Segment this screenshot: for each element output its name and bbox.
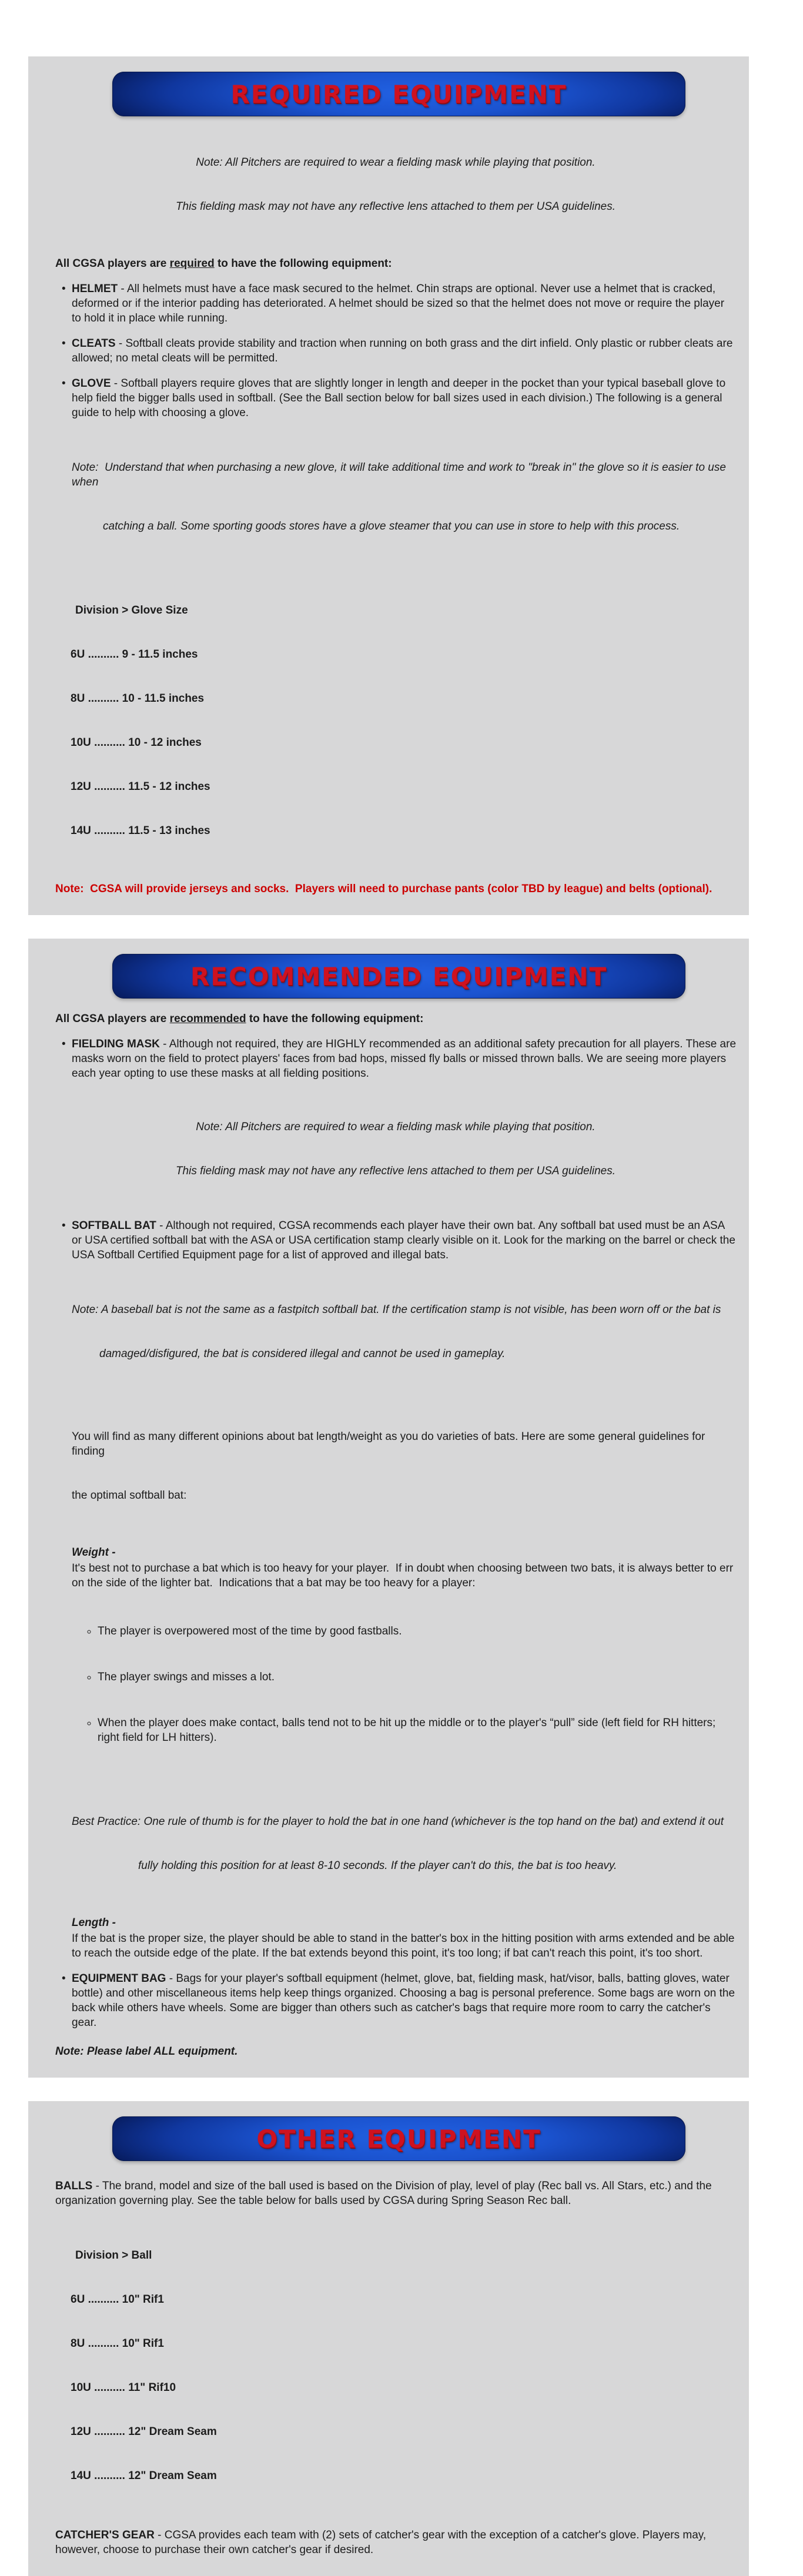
ball-row-6u: 6U .......... 10" Rif1 xyxy=(71,2293,164,2306)
recommended-intro xyxy=(55,1011,736,1026)
recommended-equipment-banner xyxy=(112,954,685,999)
required-equipment-title: REQUIRED EQUIPMENT xyxy=(230,79,567,109)
equipment-bag-term: EQUIPMENT BAG xyxy=(72,1972,166,1985)
weight-indicator-3: ◦ When the player does make contact, balls tend not to be hit up the middle or to the player's “pull” side (left field for RH hitters; right field for LH hitters). xyxy=(98,1716,736,1745)
other-equipment-banner xyxy=(112,2116,685,2161)
cleats-bullet xyxy=(72,336,736,366)
glove-size-table xyxy=(71,574,736,867)
helmet-term: HELMET xyxy=(72,283,118,295)
bat-note-line2: damaged/disfigured, the bat is considered illegal and cannot be used in gameplay. xyxy=(99,1348,506,1360)
helmet-text: - All helmets must have a face mask secured to the helmet. Chin straps are optional. Never use a helmet that is cracked, deformed or if the interior padding has deteriorated. A helmet should be sized so that the helmet does not move or require the player to hold it in place while running. xyxy=(72,283,728,324)
balls-paragraph xyxy=(55,2179,736,2208)
ball-row-12u: 12U .......... 12" Dream Seam xyxy=(71,2426,217,2438)
required-equipment-section xyxy=(28,56,749,915)
glove-size-row-12u: 12U .......... 11.5 - 12 inches xyxy=(71,780,210,793)
length-heading: Length - xyxy=(72,1917,116,1929)
catchers-gear-paragraph xyxy=(55,2528,736,2557)
bat-certification-note xyxy=(72,1273,736,1391)
glove-size-row-10u: 10U .......... 10 - 12 inches xyxy=(71,736,202,749)
pitcher-mask-note xyxy=(55,126,736,243)
pitcher-mask-note-2 xyxy=(55,1090,736,1208)
helmet-bullet xyxy=(72,282,736,326)
weight-paragraph: It's best not to purchase a bat which is too heavy for your player. If in doubt when choosing between two bats, it is always better to err on the side of the lighter bat. Indications that a bat may be too heavy for a player: xyxy=(72,1562,737,1589)
other-equipment-section xyxy=(28,2101,749,2576)
bat-opinions-line2: the optimal softball bat: xyxy=(72,1489,187,1502)
equipment-bag-text: - Bags for your player's softball equipment (helmet, glove, bat, fielding mask, hat/visor, balls, batting gloves, water bottle) and other miscellaneous items help keep things organized. Choosing a bag is personal preference. Some bags are worn on the back while others have wheels. Some are bigger than others such as catcher's bags that require more room to carry the catcher's gear. xyxy=(72,1972,738,2029)
softball-bat-text: - Although not required, CGSA recommends each player have their own bat. Any softball bat used must be an ASA or USA certified softball bat with the ASA or USA certification stamp clearly visible on it. Look for the marking on the barrel or check the USA Softball Certified Equipment page for a list of approved and illegal bats. xyxy=(72,1220,739,1261)
equipment-bag-bullet xyxy=(72,1971,736,2030)
ball-row-14u: 14U .......... 12" Dream Seam xyxy=(71,2470,217,2482)
balls-term: BALLS xyxy=(55,2180,93,2192)
pitcher-mask-note-line2: This fielding mask may not have any reflective lens attached to them per USA guidelines. xyxy=(175,200,616,213)
glove-note-line1: Note: Understand that when purchasing a new glove, it will take additional time and work to "break in" the glove so it is easier to use when xyxy=(72,461,730,488)
glove-note-line2: catching a ball. Some sporting goods stores have a glove steamer that you can use in store to help with this process. xyxy=(103,520,680,532)
fielding-mask-term: FIELDING MASK xyxy=(72,1038,160,1050)
catchers-gear-term: CATCHER'S GEAR xyxy=(55,2529,155,2541)
glove-size-row-14u: 14U .......... 11.5 - 13 inches xyxy=(71,825,210,837)
glove-size-row-6u: 6U .......... 9 - 11.5 inches xyxy=(71,648,198,661)
cleats-text: - Softball cleats provide stability and traction when running on both grass and the dirt infield. Only plastic or rubber cleats are allowed; no metal cleats will be permitted. xyxy=(72,337,736,364)
ball-table xyxy=(71,2219,736,2513)
cleats-term: CLEATS xyxy=(72,337,116,350)
weight-indicator-1: ◦ The player is overpowered most of the time by good fastballs. xyxy=(98,1624,736,1639)
glove-text: - Softball players require gloves that are slightly longer in length and deeper in the pocket than your typical baseball glove to help field the bigger balls used in softball. (See the Ball section below for ball sizes used in each division.) The following is a general guide to help with choosing a glove. xyxy=(72,377,729,419)
pitcher-mask-note-line1: Note: All Pitchers are required to wear a fielding mask while playing that position. xyxy=(196,156,595,169)
glove-term: GLOVE xyxy=(72,377,111,390)
softball-bat-term: SOFTBALL BAT xyxy=(72,1220,156,1232)
uniform-provision-note: Note: CGSA will provide jerseys and socks. Players will need to purchase pants (color TBD by league) and belts (optional). xyxy=(55,883,712,895)
glove-bullet xyxy=(72,376,736,420)
weight-indicators-list xyxy=(72,1593,736,1774)
intro-text: All CGSA players are xyxy=(55,257,170,270)
balls-text: - The brand, model and size of the ball used is based on the Division of play, level of play (Rec ball vs. All Stars, etc.) and the organization governing play. See the table below for balls used by CGSA during Spring Season Rec ball. xyxy=(55,2180,715,2207)
required-intro xyxy=(55,256,736,271)
ball-row-8u: 8U .......... 10" Rif1 xyxy=(71,2337,164,2350)
intro-text: All CGSA players are xyxy=(55,1013,170,1025)
pitcher-mask-note-line2: This fielding mask may not have any reflective lens attached to them per USA guidelines. xyxy=(175,1165,616,1177)
fielding-mask-text: - Although not required, they are HIGHLY recommended as an additional safety precaution for all players. These are masks worn on the field to protect players' faces from bad hops, missed fly balls or missed thrown balls. We are seeing more players each year opting to use these masks at all fielding positions. xyxy=(72,1038,740,1080)
best-practice-note xyxy=(72,1785,736,1902)
bat-opinions-paragraph xyxy=(72,1400,736,1532)
fielding-mask-bullet xyxy=(72,1037,740,1081)
pitcher-mask-note-line1: Note: All Pitchers are required to wear a fielding mask while playing that position. xyxy=(196,1121,595,1133)
intro-underlined-word: recommended xyxy=(169,1013,246,1025)
weight-indicator-2: ◦ The player swings and misses a lot. xyxy=(98,1670,736,1684)
length-paragraph: If the bat is the proper size, the player should be able to stand in the batter's box in the hitting position with arms extended and be able to reach the outside edge of the plate. If the bat extends beyond this point, it's too long; if bat can't reach this point, it's too short. xyxy=(72,1932,738,1959)
recommended-equipment-section xyxy=(28,939,749,2078)
intro-underlined-word: required xyxy=(169,257,215,270)
glove-size-header: Division > Glove Size xyxy=(75,604,188,617)
softball-bat-bullet xyxy=(72,1218,739,1262)
glove-break-in-note xyxy=(72,431,736,563)
intro-text-post: to have the following equipment: xyxy=(246,1013,424,1025)
best-practice-line1: Best Practice: One rule of thumb is for the player to hold the bat in one hand (whichever is the top hand on the bat) and extend it out xyxy=(72,1815,724,1828)
recommended-equipment-title: RECOMMENDED EQUIPMENT xyxy=(190,962,608,991)
required-equipment-banner xyxy=(112,72,685,116)
weight-heading: Weight - xyxy=(72,1546,116,1559)
intro-text-post: to have the following equipment: xyxy=(214,257,392,270)
catchers-gear-text: - CGSA provides each team with (2) sets of catcher's gear with the exception of a catcher's glove. Players may, however, choose to purchase their own catcher's gear if desired. xyxy=(55,2529,710,2556)
other-equipment-title: OTHER EQUIPMENT xyxy=(256,2124,541,2153)
bat-opinions-line1: You will find as many different opinions about bat length/weight as you do varieties of bats. Here are some general guidelines for finding xyxy=(72,1431,708,1458)
ball-row-10u: 10U .......... 11" Rif10 xyxy=(71,2381,176,2394)
glove-size-row-8u: 8U .......... 10 - 11.5 inches xyxy=(71,692,205,705)
label-equipment-note: Note: Please label ALL equipment. xyxy=(55,2045,238,2058)
ball-table-header: Division > Ball xyxy=(75,2249,152,2262)
bat-note-line1: Note: A baseball bat is not the same as a fastpitch softball bat. If the certification stamp is not visible, has been worn off or the bat is xyxy=(72,1304,721,1316)
best-practice-line2: fully holding this position for at least 8-10 seconds. If the player can't do this, the bat is too heavy. xyxy=(138,1860,617,1872)
